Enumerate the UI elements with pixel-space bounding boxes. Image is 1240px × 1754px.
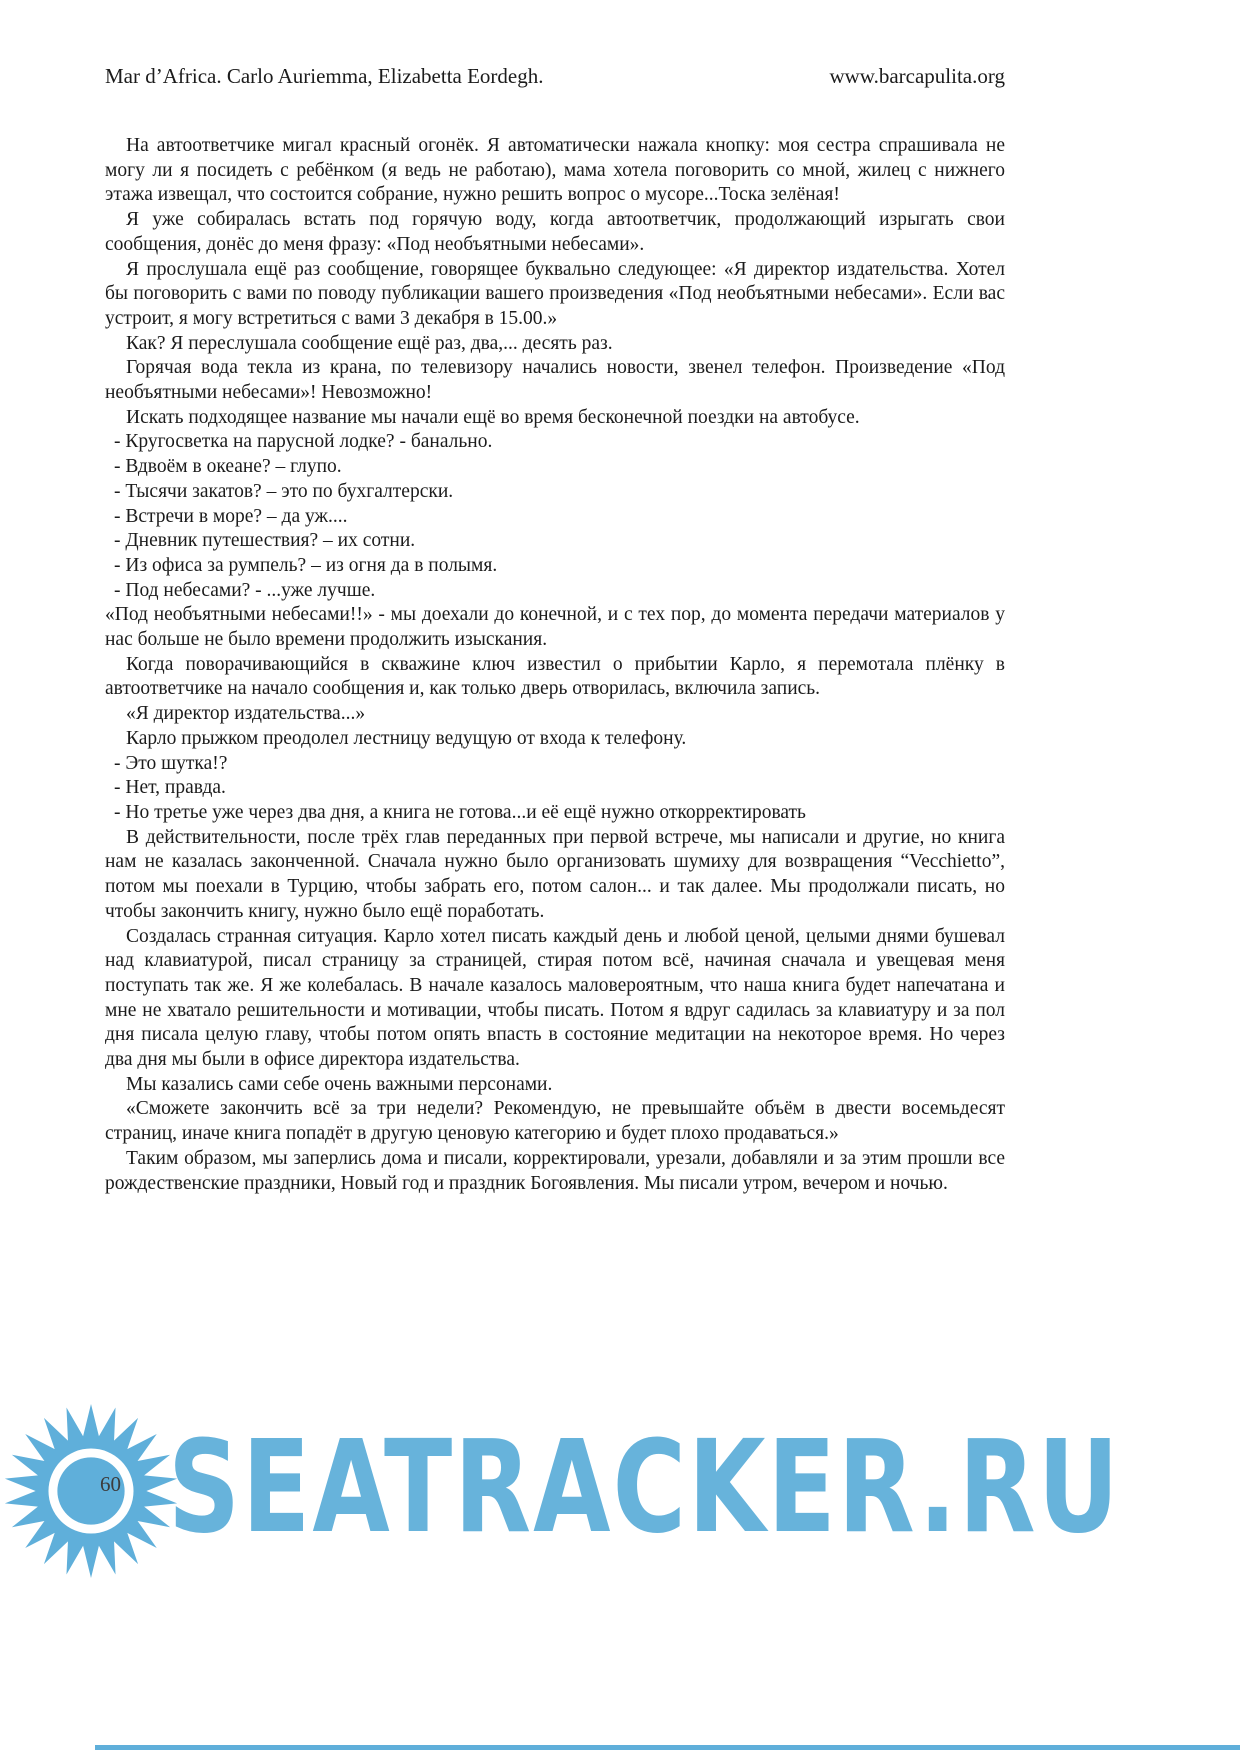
book-title: Mar d’Africa. Carlo Auriemma, Elizabetta Eordegh. (105, 64, 544, 88)
paragraph: Искать подходящее название мы начали ещё во время бесконечной поездки на автобусе. (126, 406, 860, 428)
dialogue-line: - Дневник путешествия? – их сотни. (114, 530, 416, 552)
paragraph: «Сможете закончить всё за три недели? Рекомендую, не превышайте объём в двести восемьдесят страниц, иначе книга попадёт в другую ценовую категорию и будет плохо продаваться.» (105, 1098, 1005, 1145)
page-header (105, 64, 1005, 89)
dialogue-line: - Но третье уже через два дня, а книга не готова...и её ещё нужно откорректировать (114, 801, 806, 823)
website-text: www.barcapulita.org (829, 64, 1005, 88)
dialogue-line: - Из офиса за румпель? – из огня да в полымя. (114, 554, 498, 576)
dialogue-line: - Нет, правда. (114, 777, 226, 799)
dialogue-line: - Это шутка!? (114, 752, 228, 774)
paragraph: «Под необъятными небесами!!» - мы доехали до конечной, и с тех пор, до момента передачи материалов у нас больше не было времени продолжить изыскания. (105, 604, 1005, 651)
paragraph: Карло прыжком преодолел лестницу ведущую от входа к телефону. (126, 727, 687, 749)
paragraph: Горячая вода текла из крана, по телевизору начались новости, звенел телефон. Произведение «Под необъятными небесами»! Невозможно! (105, 357, 1005, 404)
paragraph: В действительности, после трёх глав переданных при первой встрече, мы написали и другие, но книга нам не казалась законченной. Сначала нужно было организовать шумиху для возвращения “Vecchietto”, потом мы поехали в Турцию, чтобы забрать его, потом салон... и так далее. Мы продолжали писать, но чтобы закончить книгу, нужно было ещё поработать. (105, 826, 1005, 922)
watermark-text: SEATRACKER.RU (168, 1412, 1121, 1562)
paragraph: Я прослушала ещё раз сообщение, говорящее буквально следующее: «Я директор издательства. Хотел бы поговорить с вами по поводу публикации вашего произведения «Под необъятными небесами». Если вас устроит, я могу встретиться с вами 3 декабря в 15.00.» (105, 258, 1005, 329)
paragraph: Я уже собиралась встать под горячую воду, когда автоответчик, продолжающий изрыгать свои сообщения, донёс до меня фразу: «Под необъятными небесами». (105, 209, 1005, 255)
dialogue-line: - Под небесами? - ...уже лучше. (114, 579, 376, 601)
page-body (105, 134, 1005, 1196)
paragraph: Мы казались сами себе очень важными персонами. (126, 1073, 553, 1095)
paragraph: «Я директор издательства...» (126, 703, 366, 725)
sun-icon (2, 1402, 180, 1580)
dialogue-line: - Вдвоём в океане? – глупо. (114, 456, 342, 478)
dialogue-line: - Тысячи закатов? – это по бухгалтерски. (114, 480, 454, 502)
dialogue-line: - Кругосветка на парусной лодке? - банально. (114, 431, 493, 453)
watermark-underline (95, 1745, 1240, 1750)
paragraph: Таким образом, мы заперлись дома и писали, корректировали, урезали, добавляли и за этим прошли все рождественские праздники, Новый год и праздник Богоявления. Мы писали утром, вечером и ночью. (105, 1147, 1005, 1194)
dialogue-line: - Встречи в море? – да уж.... (114, 505, 348, 527)
paragraph: Создалась странная ситуация. Карло хотел писать каждый день и любой ценой, целыми днями бушевал над клавиатурой, писал страницу за страницей, стирая потом всё, начиная сначала и увещевая меня поступать так же. Я же колебалась. В начале казалось маловероятным, что наша книга будет напечатана и мне не хватало решительности и мотивации, чтобы писать. Потом я вдруг садилась за клавиатуру и за пол дня писала целую главу, чтобы потом опять впасть в состояние медитации на некоторое время. Но через два дня мы были в офисе директора издательства. (105, 925, 1005, 1071)
paragraph: Как? Я переслушала сообщение ещё раз, два,... десять раз. (126, 332, 613, 354)
paragraph: Когда поворачивающийся в скважине ключ известил о прибытии Карло, я перемотала плёнку в автоответчике на начало сообщения и, как только дверь отворилась, включила запись. (105, 653, 1005, 700)
page-number: 60 (100, 1472, 121, 1496)
paragraph: На автоответчике мигал красный огонёк. Я автоматически нажала кнопку: моя сестра спрашивала не могу ли я посидеть с ребёнком (я ведь не работаю), мама хотела поговорить со мной, жилец с нижнего этажа извещал, что состоится собрание, нужно решить вопрос о мусоре...Тоска зелёная! (105, 135, 1005, 206)
page-footer (0, 1390, 1240, 1754)
